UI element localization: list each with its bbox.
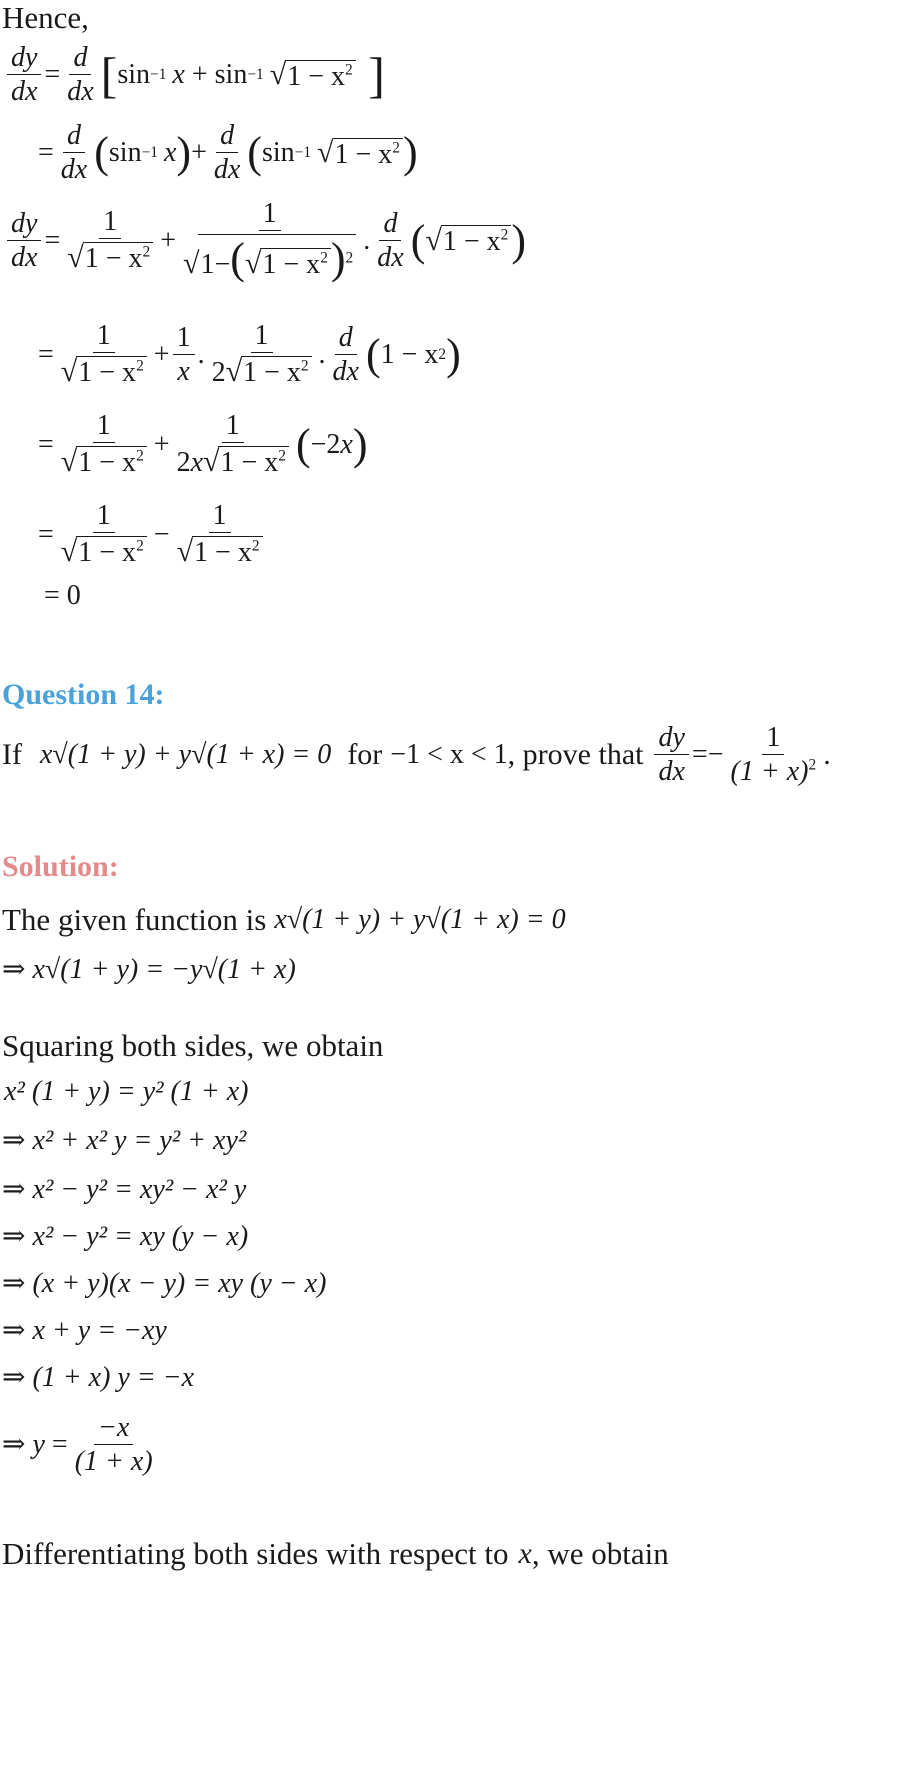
solution-step-6: ⇒ (x + y)(x − y) = xy (y − x) bbox=[2, 1268, 327, 1299]
solution-step-7: ⇒ x + y = −xy bbox=[2, 1315, 167, 1346]
solution-step-4: ⇒ x² − y² = xy² − x² y bbox=[2, 1174, 247, 1205]
solution-heading: Solution: bbox=[2, 850, 119, 883]
equation-line-3: $\frac{dy}{dx}$ = $\frac{1}{√1 - x^2}$ + $\frac{1}{√1-(√1 - x^2)^2}$ . $\frac{d}{dx}$ ( √ $1 - x^2$ ) bbox=[4, 200, 526, 281]
solution-step-3: ⇒ x² + x² y = y² + xy² bbox=[2, 1125, 247, 1156]
hence-text: Hence, bbox=[2, 0, 89, 35]
equation-line-2: = $\frac{d}{dx}$ ( sin −1 x ) + $\frac{d}{dx}$ ( sin −1 √ $1 - x^2$ ) bbox=[38, 120, 418, 185]
result-zero: = 0 bbox=[44, 580, 81, 611]
solution-step-9: ⇒ y = $\frac{-x}{(1 + x)}$ bbox=[2, 1412, 153, 1477]
question-statement: If x√(1 + y) + y√(1 + x) = 0 for −1 < x < 1 , prove that $\frac{dy}{dx}$ =− $\frac{1}{(1 + x)^2}$ . bbox=[2, 722, 831, 787]
solution-step-8: ⇒ (1 + x) y = −x bbox=[2, 1362, 195, 1393]
question-heading: Question 14: bbox=[2, 678, 165, 711]
solution-step-2: x² (1 + y) = y² (1 + x) bbox=[4, 1076, 249, 1107]
equation-line-5: = $\frac{1}{√1 - x^2}$ + $\frac{1}{2x√1 - x^2}$ ( −2 x ) bbox=[38, 410, 368, 478]
differentiating-line: Differentiating both sides with respect to x , we obtain bbox=[2, 1536, 669, 1571]
solution-step-1: ⇒ x√(1 + y) = −y√(1 + x) bbox=[2, 954, 296, 985]
equation-line-4: = $\frac{1}{√1 - x^2}$ + $\frac{1}{x}$ . $\frac{1}{2√1 - x^2}$ . $\frac{d}{dx}$ ( 1 − x 2 ) bbox=[38, 320, 461, 388]
squaring-text: Squaring both sides, we obtain bbox=[2, 1028, 384, 1063]
equation-line-6: = $\frac{1}{√1 - x^2}$ − $\frac{1}{√1 - x^2}$ bbox=[38, 502, 270, 567]
solution-step-5: ⇒ x² − y² = xy (y − x) bbox=[2, 1221, 249, 1252]
given-function-line: The given function is x√(1 + y) + y√(1 + x) = 0 bbox=[2, 902, 566, 937]
equation-line-1: $\frac{dy}{dx}$ = $\frac{d}{dx}$ [ sin −1 x + sin −1 √ $1 - x^2$ ] bbox=[4, 44, 385, 106]
